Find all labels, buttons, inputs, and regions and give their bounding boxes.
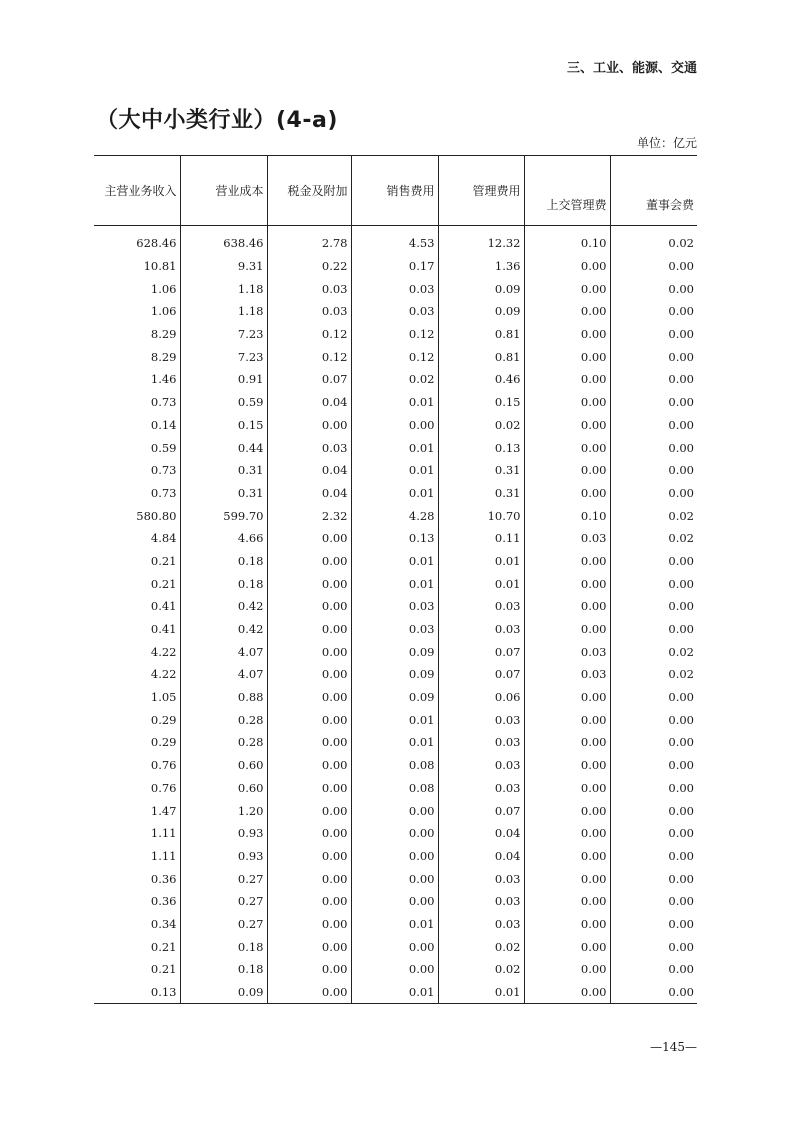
table-cell: 7.23 bbox=[180, 345, 267, 368]
table-cell: 0.00 bbox=[524, 550, 610, 573]
table-cell: 0.00 bbox=[267, 550, 351, 573]
table-cell: 0.12 bbox=[351, 323, 438, 346]
table-cell: 1.46 bbox=[150, 372, 177, 387]
table-cell: 0.00 bbox=[524, 368, 610, 391]
table-cell: 0.00 bbox=[267, 867, 351, 890]
table-cell: 0.07 bbox=[267, 368, 351, 391]
table-cell: 0.02 bbox=[610, 640, 697, 663]
table-cell: 0.31 bbox=[180, 459, 267, 482]
table-cell: 0.00 bbox=[267, 845, 351, 868]
table-cell: 0.01 bbox=[351, 708, 438, 731]
column-header-board-fee: 董事会费 bbox=[610, 156, 697, 226]
table-cell: 0.00 bbox=[610, 368, 697, 391]
section-header: 三、工业、能源、交通 bbox=[566, 61, 697, 76]
table-row bbox=[94, 323, 697, 346]
table-cell: 0.60 bbox=[180, 754, 267, 777]
table-row bbox=[94, 226, 697, 255]
data-table-container bbox=[94, 155, 697, 1004]
page-number: —145— bbox=[650, 1040, 697, 1054]
table-cell: 0.21 bbox=[150, 576, 177, 591]
table-cell: 1.36 bbox=[438, 255, 524, 278]
table-cell: 0.10 bbox=[524, 226, 610, 255]
table-cell: 0.00 bbox=[610, 822, 697, 845]
table-cell: 0.02 bbox=[351, 368, 438, 391]
table-cell: 0.00 bbox=[524, 913, 610, 936]
table-cell: 4.22 bbox=[150, 644, 177, 659]
table-cell: 0.88 bbox=[180, 686, 267, 709]
table-cell: 0.03 bbox=[267, 277, 351, 300]
table-cell: 0.12 bbox=[267, 323, 351, 346]
table-cell: 0.44 bbox=[180, 436, 267, 459]
table-row bbox=[94, 618, 697, 641]
table-cell: 2.78 bbox=[267, 226, 351, 255]
table-row bbox=[94, 731, 697, 754]
table-cell: 0.34 bbox=[150, 916, 177, 931]
table-row bbox=[94, 958, 697, 981]
table-cell: 0.00 bbox=[610, 550, 697, 573]
table-cell: 0.03 bbox=[438, 731, 524, 754]
table-row bbox=[94, 663, 697, 686]
table-cell: 0.03 bbox=[438, 777, 524, 800]
table-cell: 0.00 bbox=[610, 845, 697, 868]
table-cell: 8.29 bbox=[150, 349, 177, 364]
table-cell: 0.31 bbox=[438, 482, 524, 505]
table-cell: 0.03 bbox=[351, 277, 438, 300]
table-cell: 0.00 bbox=[351, 845, 438, 868]
table-row bbox=[94, 890, 697, 913]
table-cell: 0.02 bbox=[610, 663, 697, 686]
table-cell: 0.73 bbox=[150, 463, 177, 478]
table-row bbox=[94, 799, 697, 822]
table-cell: 0.09 bbox=[180, 981, 267, 1004]
table-cell: 0.29 bbox=[150, 735, 177, 750]
table-cell: 0.00 bbox=[610, 754, 697, 777]
table-cell: 0.00 bbox=[267, 754, 351, 777]
table-cell: 0.81 bbox=[438, 345, 524, 368]
table-cell: 0.36 bbox=[150, 871, 177, 886]
table-cell: 0.18 bbox=[180, 550, 267, 573]
table-row bbox=[94, 459, 697, 482]
table-cell: 0.00 bbox=[524, 482, 610, 505]
table-cell: 0.00 bbox=[267, 640, 351, 663]
table-cell: 0.41 bbox=[150, 622, 177, 637]
table-cell: 0.00 bbox=[267, 708, 351, 731]
table-cell: 0.00 bbox=[524, 935, 610, 958]
table-cell: 0.00 bbox=[610, 595, 697, 618]
table-row bbox=[94, 345, 697, 368]
table-cell: 0.00 bbox=[524, 255, 610, 278]
table-row bbox=[94, 277, 697, 300]
table-cell: 0.00 bbox=[524, 731, 610, 754]
table-cell: 0.03 bbox=[267, 300, 351, 323]
table-cell: 0.00 bbox=[351, 890, 438, 913]
table-row bbox=[94, 527, 697, 550]
table-cell: 0.00 bbox=[267, 958, 351, 981]
table-cell: 0.28 bbox=[180, 708, 267, 731]
table-cell: 0.01 bbox=[351, 459, 438, 482]
table-cell: 0.09 bbox=[438, 277, 524, 300]
table-cell: 4.66 bbox=[180, 527, 267, 550]
table-row bbox=[94, 504, 697, 527]
table-cell: 0.00 bbox=[267, 981, 351, 1004]
table-cell: 0.00 bbox=[267, 414, 351, 437]
column-header-admin-expenses: 管理费用 bbox=[438, 156, 524, 226]
table-cell: 0.00 bbox=[524, 777, 610, 800]
table-cell: 0.00 bbox=[524, 686, 610, 709]
table-cell: 0.60 bbox=[180, 777, 267, 800]
table-cell: 0.01 bbox=[351, 731, 438, 754]
table-cell: 0.00 bbox=[610, 436, 697, 459]
table-cell: 580.80 bbox=[136, 508, 177, 523]
table-cell: 0.00 bbox=[267, 527, 351, 550]
table-cell: 0.00 bbox=[267, 595, 351, 618]
table-cell: 0.01 bbox=[438, 981, 524, 1004]
table-cell: 0.03 bbox=[524, 663, 610, 686]
table-cell: 0.00 bbox=[524, 618, 610, 641]
table-cell: 10.70 bbox=[438, 504, 524, 527]
table-cell: 0.03 bbox=[438, 618, 524, 641]
table-row bbox=[94, 300, 697, 323]
table-cell: 0.01 bbox=[351, 572, 438, 595]
table-cell: 0.07 bbox=[438, 663, 524, 686]
table-cell: 0.42 bbox=[180, 618, 267, 641]
table-cell: 0.00 bbox=[267, 731, 351, 754]
table-cell: 10.81 bbox=[143, 259, 177, 274]
table-cell: 0.00 bbox=[267, 935, 351, 958]
table-cell: 0.08 bbox=[351, 777, 438, 800]
table-cell: 0.00 bbox=[610, 391, 697, 414]
table-row bbox=[94, 981, 697, 1004]
table-cell: 0.01 bbox=[438, 572, 524, 595]
table-row bbox=[94, 867, 697, 890]
table-cell: 0.03 bbox=[438, 913, 524, 936]
table-cell: 0.18 bbox=[180, 935, 267, 958]
column-header-selling-expenses: 销售费用 bbox=[351, 156, 438, 226]
table-cell: 0.00 bbox=[610, 913, 697, 936]
table-cell: 0.00 bbox=[524, 414, 610, 437]
table-cell: 0.00 bbox=[610, 731, 697, 754]
table-cell: 0.04 bbox=[267, 482, 351, 505]
table-cell: 0.17 bbox=[351, 255, 438, 278]
table-cell: 0.00 bbox=[524, 867, 610, 890]
table-cell: 0.00 bbox=[267, 618, 351, 641]
table-cell: 1.06 bbox=[150, 304, 177, 319]
table-cell: 0.27 bbox=[180, 890, 267, 913]
table-cell: 0.93 bbox=[180, 845, 267, 868]
table-cell: 2.32 bbox=[267, 504, 351, 527]
table-cell: 1.05 bbox=[150, 690, 177, 705]
table-cell: 0.04 bbox=[438, 845, 524, 868]
table-cell: 0.03 bbox=[351, 300, 438, 323]
table-cell: 0.00 bbox=[524, 890, 610, 913]
table-cell: 0.00 bbox=[524, 572, 610, 595]
table-cell: 0.00 bbox=[610, 958, 697, 981]
table-cell: 0.00 bbox=[524, 345, 610, 368]
table-cell: 0.00 bbox=[267, 799, 351, 822]
table-cell: 0.31 bbox=[438, 459, 524, 482]
table-cell: 0.10 bbox=[524, 504, 610, 527]
table-cell: 599.70 bbox=[180, 504, 267, 527]
table-cell: 0.02 bbox=[438, 958, 524, 981]
table-cell: 628.46 bbox=[136, 236, 177, 251]
table-cell: 0.00 bbox=[610, 277, 697, 300]
table-cell: 0.81 bbox=[438, 323, 524, 346]
table-cell: 0.00 bbox=[524, 958, 610, 981]
table-cell: 0.91 bbox=[180, 368, 267, 391]
table-cell: 12.32 bbox=[438, 226, 524, 255]
table-cell: 0.03 bbox=[438, 708, 524, 731]
table-cell: 0.00 bbox=[610, 345, 697, 368]
table-row bbox=[94, 436, 697, 459]
table-cell: 1.47 bbox=[150, 803, 177, 818]
table-cell: 0.03 bbox=[351, 618, 438, 641]
table-cell: 4.53 bbox=[351, 226, 438, 255]
table-cell: 0.00 bbox=[267, 822, 351, 845]
table-cell: 0.27 bbox=[180, 867, 267, 890]
table-row bbox=[94, 777, 697, 800]
table-cell: 0.03 bbox=[438, 595, 524, 618]
table-cell: 0.06 bbox=[438, 686, 524, 709]
table-cell: 0.00 bbox=[524, 323, 610, 346]
table-cell: 0.12 bbox=[267, 345, 351, 368]
table-row bbox=[94, 845, 697, 868]
table-cell: 0.73 bbox=[150, 485, 177, 500]
table-cell: 0.00 bbox=[267, 686, 351, 709]
table-cell: 0.27 bbox=[180, 913, 267, 936]
table-cell: 0.76 bbox=[150, 780, 177, 795]
table-row bbox=[94, 550, 697, 573]
table-cell: 0.00 bbox=[610, 867, 697, 890]
table-cell: 0.04 bbox=[267, 391, 351, 414]
table-cell: 0.01 bbox=[351, 436, 438, 459]
table-row bbox=[94, 391, 697, 414]
table-cell: 0.15 bbox=[438, 391, 524, 414]
table-cell: 0.00 bbox=[524, 708, 610, 731]
table-cell: 0.00 bbox=[610, 935, 697, 958]
table-cell: 0.00 bbox=[610, 323, 697, 346]
table-cell: 0.00 bbox=[524, 822, 610, 845]
table-cell: 0.00 bbox=[610, 890, 697, 913]
table-cell: 1.11 bbox=[150, 826, 177, 841]
table-cell: 0.28 bbox=[180, 731, 267, 754]
table-cell: 0.13 bbox=[438, 436, 524, 459]
table-cell: 0.01 bbox=[351, 550, 438, 573]
table-cell: 0.00 bbox=[267, 890, 351, 913]
table-cell: 4.07 bbox=[180, 640, 267, 663]
table-cell: 0.00 bbox=[351, 958, 438, 981]
table-cell: 0.00 bbox=[524, 300, 610, 323]
table-cell: 4.84 bbox=[150, 531, 177, 546]
table-cell: 0.09 bbox=[351, 640, 438, 663]
table-body bbox=[94, 226, 697, 1004]
column-header-taxes-surcharges: 税金及附加 bbox=[267, 156, 351, 226]
table-cell: 0.13 bbox=[94, 981, 180, 1004]
column-header-management-fee-paid: 上交管理费 bbox=[524, 156, 610, 226]
table-cell: 4.28 bbox=[351, 504, 438, 527]
table-cell: 0.00 bbox=[524, 436, 610, 459]
table-cell: 0.00 bbox=[610, 482, 697, 505]
table-cell: 0.00 bbox=[524, 845, 610, 868]
table-cell: 0.02 bbox=[438, 935, 524, 958]
table-cell: 0.59 bbox=[150, 440, 177, 455]
table-cell: 0.01 bbox=[438, 550, 524, 573]
table-cell: 0.03 bbox=[351, 595, 438, 618]
table-cell: 1.20 bbox=[180, 799, 267, 822]
table-cell: 0.00 bbox=[610, 981, 697, 1004]
table-cell: 0.07 bbox=[438, 799, 524, 822]
table-cell: 0.00 bbox=[524, 391, 610, 414]
table-cell: 0.46 bbox=[438, 368, 524, 391]
table-cell: 0.02 bbox=[610, 527, 697, 550]
table-cell: 8.29 bbox=[150, 327, 177, 342]
table-row bbox=[94, 640, 697, 663]
table-cell: 0.93 bbox=[180, 822, 267, 845]
table-cell: 0.00 bbox=[610, 414, 697, 437]
table-cell: 0.11 bbox=[438, 527, 524, 550]
table-row bbox=[94, 368, 697, 391]
table-cell: 0.00 bbox=[524, 981, 610, 1004]
table-cell: 0.02 bbox=[610, 226, 697, 255]
unit-label: 单位：亿元 bbox=[636, 136, 697, 150]
table-cell: 0.00 bbox=[267, 777, 351, 800]
table-cell: 0.00 bbox=[267, 913, 351, 936]
table-cell: 0.00 bbox=[351, 867, 438, 890]
table-row bbox=[94, 822, 697, 845]
table-row bbox=[94, 595, 697, 618]
table-cell: 0.76 bbox=[150, 758, 177, 773]
table-cell: 0.04 bbox=[267, 459, 351, 482]
table-cell: 0.12 bbox=[351, 345, 438, 368]
table-cell: 1.18 bbox=[180, 277, 267, 300]
table-cell: 4.07 bbox=[180, 663, 267, 686]
table-cell: 0.00 bbox=[610, 777, 697, 800]
table-row bbox=[94, 913, 697, 936]
table-cell: 0.00 bbox=[267, 572, 351, 595]
table-row bbox=[94, 935, 697, 958]
table-cell: 0.08 bbox=[351, 754, 438, 777]
table-cell: 9.31 bbox=[180, 255, 267, 278]
table-cell: 0.00 bbox=[351, 935, 438, 958]
table-cell: 638.46 bbox=[180, 226, 267, 255]
table-cell: 0.00 bbox=[351, 414, 438, 437]
table-cell: 0.22 bbox=[267, 255, 351, 278]
table-cell: 0.00 bbox=[351, 799, 438, 822]
table-cell: 0.09 bbox=[351, 686, 438, 709]
table-cell: 0.15 bbox=[180, 414, 267, 437]
table-cell: 0.00 bbox=[610, 459, 697, 482]
table-cell: 0.01 bbox=[351, 482, 438, 505]
table-cell: 0.00 bbox=[267, 663, 351, 686]
table-cell: 0.03 bbox=[438, 867, 524, 890]
table-cell: 0.00 bbox=[524, 754, 610, 777]
page-title: （大中小类行业）(4-a) bbox=[96, 108, 338, 133]
table-cell: 0.21 bbox=[150, 553, 177, 568]
table-cell: 0.09 bbox=[351, 663, 438, 686]
table-cell: 0.01 bbox=[351, 913, 438, 936]
table-cell: 0.01 bbox=[351, 981, 438, 1004]
table-cell: 0.29 bbox=[150, 712, 177, 727]
table-row bbox=[94, 414, 697, 437]
table-cell: 1.18 bbox=[180, 300, 267, 323]
table-cell: 0.00 bbox=[351, 822, 438, 845]
table-header-row bbox=[94, 156, 697, 226]
table-cell: 0.14 bbox=[150, 417, 177, 432]
table-cell: 0.00 bbox=[610, 708, 697, 731]
table-cell: 7.23 bbox=[180, 323, 267, 346]
table-cell: 0.03 bbox=[438, 754, 524, 777]
table-cell: 0.42 bbox=[180, 595, 267, 618]
table-cell: 4.22 bbox=[150, 667, 177, 682]
table-cell: 0.03 bbox=[438, 890, 524, 913]
table-cell: 0.00 bbox=[610, 799, 697, 822]
table-row bbox=[94, 754, 697, 777]
table-cell: 0.04 bbox=[438, 822, 524, 845]
table-cell: 0.03 bbox=[524, 527, 610, 550]
table-cell: 0.13 bbox=[351, 527, 438, 550]
table-cell: 0.09 bbox=[438, 300, 524, 323]
table-cell: 0.00 bbox=[524, 277, 610, 300]
table-cell: 0.02 bbox=[610, 504, 697, 527]
table-cell: 0.59 bbox=[180, 391, 267, 414]
table-cell: 0.31 bbox=[180, 482, 267, 505]
table-cell: 0.00 bbox=[610, 618, 697, 641]
table-row bbox=[94, 572, 697, 595]
table-cell: 0.00 bbox=[610, 255, 697, 278]
column-header-main-revenue: 主营业务收入 bbox=[94, 156, 180, 226]
table-cell: 0.41 bbox=[150, 599, 177, 614]
table-cell: 0.18 bbox=[180, 572, 267, 595]
table-cell: 0.00 bbox=[610, 686, 697, 709]
data-table bbox=[94, 155, 697, 1004]
table-cell: 0.01 bbox=[351, 391, 438, 414]
table-cell: 0.00 bbox=[524, 799, 610, 822]
column-header-operating-cost: 营业成本 bbox=[180, 156, 267, 226]
table-cell: 0.73 bbox=[150, 395, 177, 410]
table-cell: 0.00 bbox=[610, 300, 697, 323]
table-row bbox=[94, 482, 697, 505]
table-cell: 0.18 bbox=[180, 958, 267, 981]
table-cell: 0.00 bbox=[524, 459, 610, 482]
table-row bbox=[94, 686, 697, 709]
table-cell: 0.07 bbox=[438, 640, 524, 663]
table-cell: 0.00 bbox=[610, 572, 697, 595]
table-cell: 0.03 bbox=[524, 640, 610, 663]
table-cell: 0.21 bbox=[150, 939, 177, 954]
table-cell: 0.03 bbox=[267, 436, 351, 459]
table-cell: 0.36 bbox=[150, 894, 177, 909]
table-cell: 0.00 bbox=[524, 595, 610, 618]
table-cell: 0.02 bbox=[438, 414, 524, 437]
table-cell: 1.06 bbox=[150, 281, 177, 296]
table-cell: 1.11 bbox=[150, 848, 177, 863]
table-cell: 0.21 bbox=[150, 962, 177, 977]
table-row bbox=[94, 708, 697, 731]
table-row bbox=[94, 255, 697, 278]
